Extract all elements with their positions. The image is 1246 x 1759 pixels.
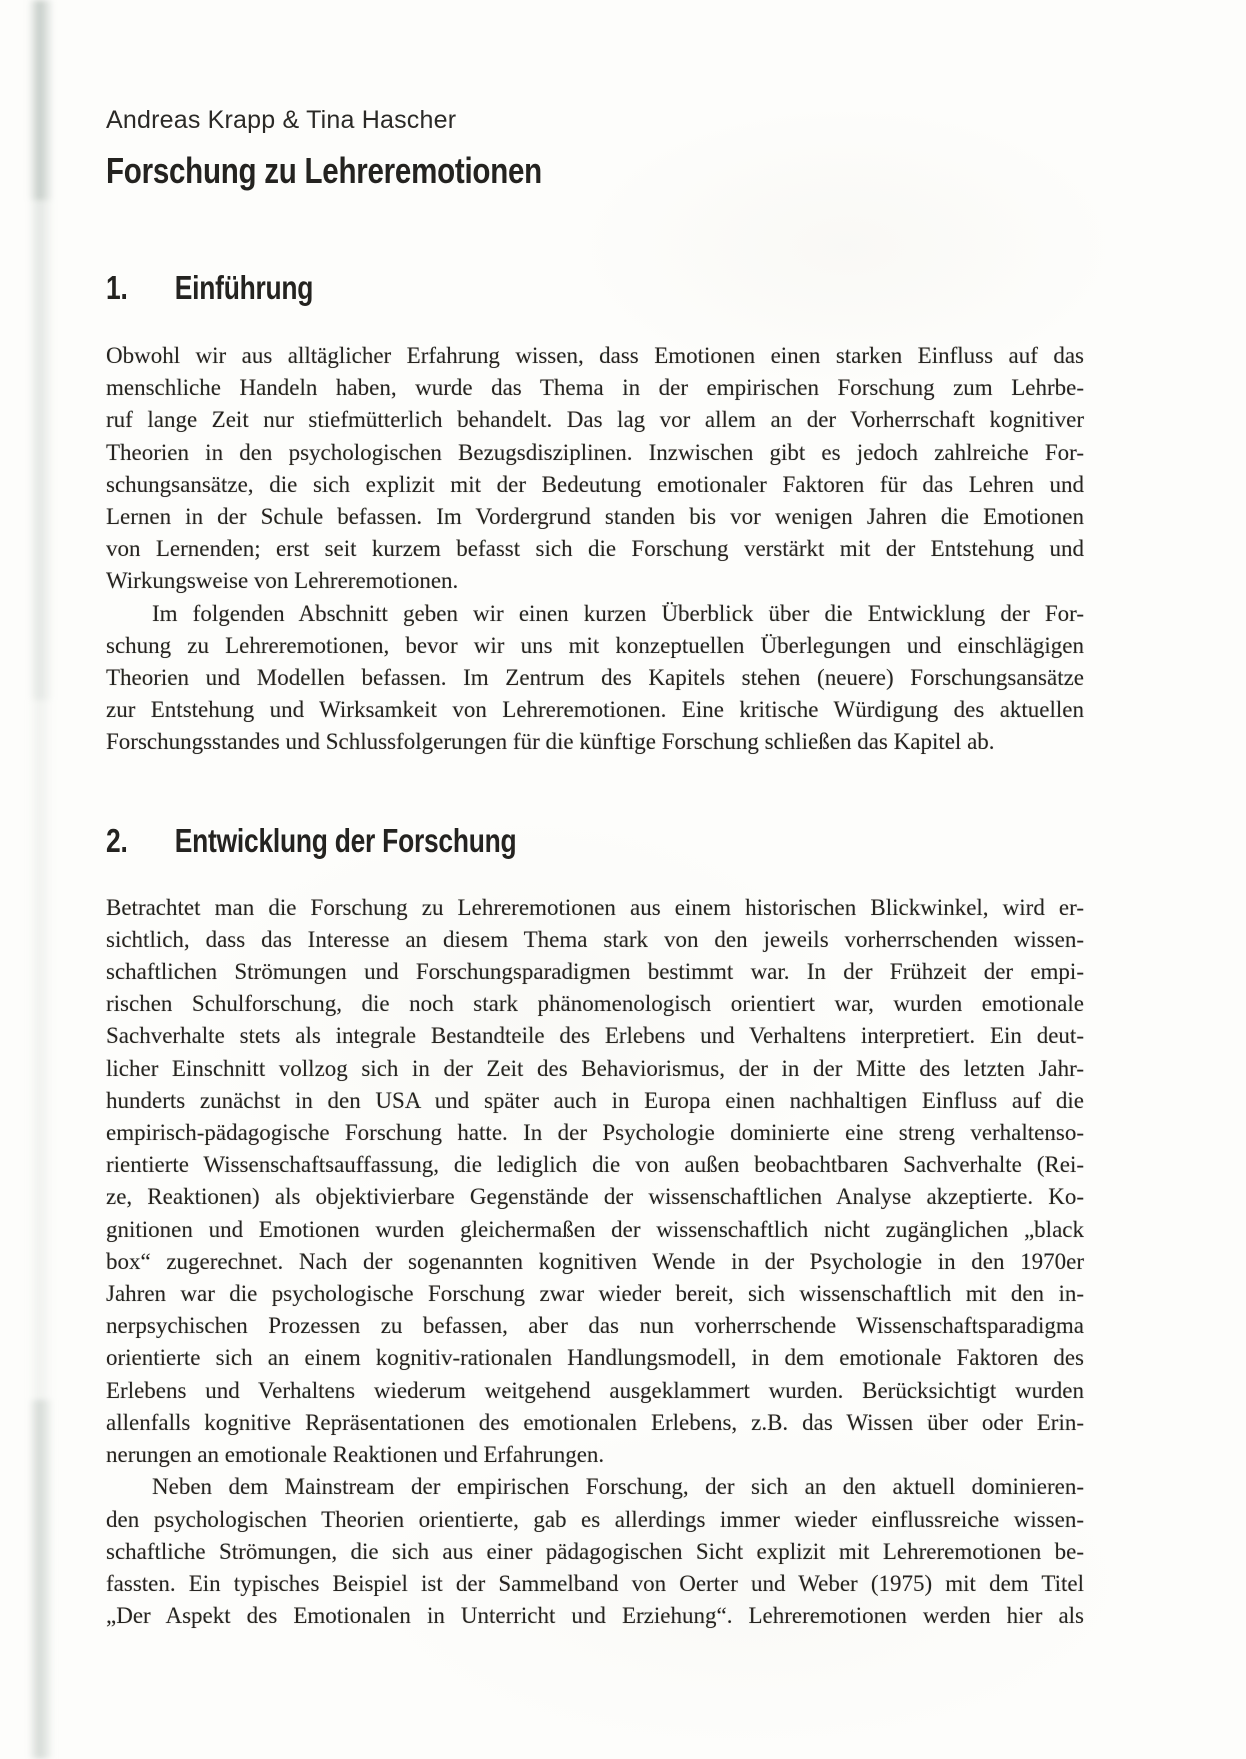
text-line: zur Entstehung und Wirksamkeit von Lehreremotionen. Eine kritische Würdigung des aktuellen	[106, 697, 1084, 723]
page-content	[106, 0, 1084, 1632]
gutter-shadow-segment	[28, 0, 54, 200]
gutter-shadow-segment	[28, 700, 54, 1400]
section-2-heading	[106, 821, 888, 861]
text-line: Wirkungsweise von Lehreremotionen.	[106, 568, 459, 594]
section-1-heading-text: Einführung	[174, 269, 314, 306]
section-2-body	[106, 892, 1084, 1633]
page-gutter-shadow	[28, 0, 54, 1759]
text-line: ruf lange Zeit nur stiefmütterlich behandelt. Das lag vor allem an der Vorherrschaft kognitiver	[106, 407, 1084, 433]
text-line: empirisch-pädagogische Forschung hatte. In der Psychologie dominierte eine streng verhaltenso-	[106, 1120, 1084, 1146]
text-line: Obwohl wir aus alltäglicher Erfahrung wissen, dass Emotionen einen starken Einfluss auf das	[106, 343, 1084, 368]
text-line: Forschungsstandes und Schlussfolgerungen für die künftige Forschung schließen das Kapitel ab.	[106, 729, 995, 755]
text-line: nerpsychischen Prozessen zu befassen, aber das nun vorherrschende Wissenschaftsparadigma	[106, 1313, 1084, 1339]
paragraph	[106, 1471, 1084, 1632]
text-line: menschliche Handeln haben, wurde das Thema in der empirischen Forschung zum Lehrbe-	[106, 375, 1084, 401]
text-line: den psychologischen Theorien orientierte, gab es allerdings immer wieder einflussreiche wissen-	[106, 1506, 1084, 1532]
text-line: Sachverhalte stets als integrale Bestandteile des Erlebens und Verhaltens interpretiert. Ein deut-	[106, 1023, 1084, 1049]
text-line: schaftliche Strömungen, die sich aus einer pädagogischen Sicht explizit mit Lehreremotionen be-	[106, 1538, 1084, 1564]
gutter-shadow-segment	[28, 1400, 54, 1759]
text-line: schungsansätze, die sich explizit mit der Bedeutung emotionaler Faktoren für das Lehren und	[106, 471, 1084, 497]
text-line: nerungen an emotionale Reaktionen und Erfahrungen.	[106, 1442, 605, 1468]
text-line: ze, Reaktionen) als objektivierbare Gegenstände der wissenschaftlichen Analyse akzeptierte. Ko-	[106, 1184, 1084, 1210]
text-line: von Lernenden; erst seit kurzem befasst sich die Forschung verstärkt mit der Entstehung und	[106, 536, 1084, 562]
text-line: Erlebens und Verhaltens wiederum weitgehend ausgeklammert wurden. Berücksichtigt wurden	[106, 1377, 1084, 1403]
gutter-shadow-segment	[28, 200, 54, 700]
text-line: Betrachtet man die Forschung zu Lehreremotionen aus einem historischen Blickwinkel, wird er-	[106, 894, 1084, 920]
section-1-body	[106, 340, 1084, 759]
text-line: Lernen in der Schule befassen. Im Vordergrund standen bis vor wenigen Jahren die Emotionen	[106, 504, 1084, 530]
text-line: hunderts zunächst in den USA und später auch in Europa einen nachhaltigen Einfluss auf die	[106, 1087, 1084, 1113]
text-line: „Der Aspekt des Emotionalen in Unterricht und Erziehung“. Lehreremotionen werden hier als	[106, 1603, 1084, 1629]
paragraph	[106, 892, 1084, 1472]
text-line: allenfalls kognitive Repräsentationen des emotionalen Erlebens, z.B. das Wissen über oder Erin-	[106, 1409, 1084, 1435]
section-1-heading	[106, 268, 888, 308]
text-line: fassten. Ein typisches Beispiel ist der Sammelband von Oerter und Weber (1975) mit dem Titel	[106, 1570, 1084, 1596]
text-line: Neben dem Mainstream der empirischen Forschung, der sich an den aktuell dominieren-	[152, 1474, 1084, 1500]
text-line: Theorien und Modellen befassen. Im Zentrum des Kapitels stehen (neuere) Forschungsansätze	[106, 665, 1084, 691]
text-line: gnitionen und Emotionen wurden gleichermaßen der wissenschaftlich nicht zugänglichen „black	[106, 1216, 1084, 1242]
text-line: licher Einschnitt vollzog sich in der Zeit des Behaviorismus, der in der Mitte des letzten Jahr-	[106, 1055, 1084, 1081]
text-line: box“ zugerechnet. Nach der sogenannten kognitiven Wende in der Psychologie in den 1970er	[106, 1248, 1084, 1274]
chapter-title: Forschung zu Lehreremotionen	[106, 150, 542, 191]
author-line: Andreas Krapp & Tina Hascher	[106, 106, 457, 134]
text-line: schung zu Lehreremotionen, bevor wir uns mit konzeptuellen Überlegungen und einschlägigen	[106, 632, 1084, 658]
text-line: rientierte Wissenschaftsauffassung, die lediglich die von außen beobachtbaren Sachverhalte (Rei-	[106, 1152, 1084, 1178]
paragraph	[106, 598, 1084, 759]
text-line: Theorien in den psychologischen Bezugsdisziplinen. Inzwischen gibt es jedoch zahlreiche For-	[106, 439, 1084, 465]
paragraph	[106, 340, 1084, 598]
text-line: schaftlichen Strömungen und Forschungsparadigmen bestimmt war. In der Frühzeit der empi-	[106, 959, 1084, 985]
section-2-heading-text: Entwicklung der Forschung	[174, 821, 517, 859]
section-2-number: 2.	[106, 821, 128, 859]
text-line: rischen Schulforschung, die noch stark phänomenologisch orientiert war, wurden emotionale	[106, 991, 1084, 1017]
text-line: Im folgenden Abschnitt geben wir einen kurzen Überblick über die Entwicklung der For-	[152, 600, 1084, 626]
text-line: orientierte sich an einem kognitiv-rationalen Handlungsmodell, in dem emotionale Faktoren des	[106, 1345, 1084, 1371]
text-line: Jahren war die psychologische Forschung zwar wieder bereit, sich wissenschaftlich mit den in-	[106, 1281, 1084, 1307]
text-line: sichtlich, dass das Interesse an diesem Thema stark von den jeweils vorherrschenden wissen-	[106, 926, 1084, 952]
section-1-number: 1.	[106, 269, 128, 306]
